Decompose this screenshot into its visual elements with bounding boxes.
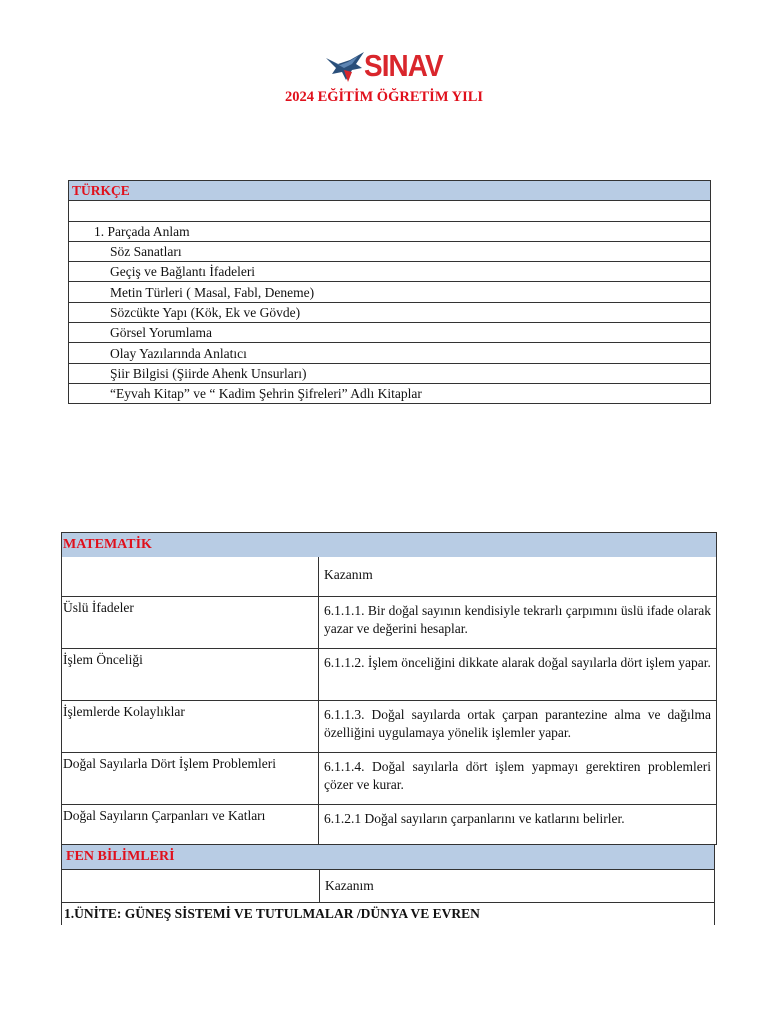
kazanim-cell: 6.1.1.4. Doğal sayılarla dört işlem yapmayı gerektiren problemleri çözer ve kurar. — [319, 753, 717, 805]
page-title: 2024 EĞİTİM ÖĞRETİM YILI — [284, 89, 484, 105]
kazanim-cell: 6.1.1.1. Bir doğal sayının kendisiyle tekrarlı çarpımını üslü ifade olarak yazar ve değerini hesaplar. — [319, 597, 717, 649]
topic-cell: İşlemlerde Kolaylıklar — [62, 701, 319, 753]
list-item: Şiir Bilgisi (Şiirde Ahenk Unsurları) — [69, 363, 711, 383]
topic-cell: İşlem Önceliği — [62, 649, 319, 701]
logo-text: SINAV — [364, 48, 443, 83]
kazanim-cell: 6.1.2.1 Doğal sayıların çarpanlarını ve katlarını belirler. — [319, 805, 717, 845]
fen-table — [61, 844, 715, 925]
list-item: 1. Parçada Anlam — [69, 221, 711, 241]
kazanim-cell: 6.1.1.2. İşlem önceliğini dikkate alarak doğal sayılarla dört işlem yapar. — [319, 649, 717, 701]
list-item: Sözcükte Yapı (Kök, Ek ve Gövde) — [69, 302, 711, 322]
eagle-icon — [324, 50, 366, 84]
empty-cell — [62, 557, 319, 597]
empty-cell — [62, 870, 320, 903]
section-header: FEN BİLİMLERİ — [62, 845, 715, 870]
sinav-logo — [324, 50, 446, 84]
section-header: TÜRKÇE — [69, 181, 711, 201]
list-item: Metin Türleri ( Masal, Fabl, Deneme) — [69, 282, 711, 302]
topic-cell: Doğal Sayıların Çarpanları ve Katları — [62, 805, 319, 845]
list-item: Görsel Yorumlama — [69, 323, 711, 343]
kazanim-cell: 6.1.1.3. Doğal sayılarda ortak çarpan parantezine alma ve dağılma özelliğini uygulamaya yönelik işlemler yapar. — [319, 701, 717, 753]
list-item: Söz Sanatları — [69, 241, 711, 261]
list-item: “Eyvah Kitap” ve “ Kadim Şehrin Şifreleri” Adlı Kitaplar — [69, 383, 711, 403]
empty-row — [69, 201, 711, 221]
topic-cell: Üslü İfadeler — [62, 597, 319, 649]
list-item: Olay Yazılarında Anlatıcı — [69, 343, 711, 363]
list-item: Geçiş ve Bağlantı İfadeleri — [69, 262, 711, 282]
matematik-table — [61, 532, 717, 845]
kazanim-header: Kazanım — [319, 557, 717, 597]
topic-cell: Doğal Sayılarla Dört İşlem Problemleri — [62, 753, 319, 805]
unit-title: 1.ÜNİTE: GÜNEŞ SİSTEMİ VE TUTULMALAR /DÜNYA VE EVREN — [62, 903, 715, 926]
turkce-table — [68, 180, 711, 404]
kazanim-header: Kazanım — [320, 870, 715, 903]
section-header: MATEMATİK — [62, 533, 717, 558]
